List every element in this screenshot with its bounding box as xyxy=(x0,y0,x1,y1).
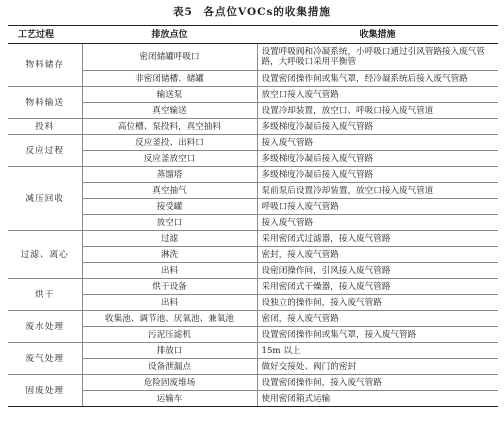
table-row xyxy=(8,183,498,199)
collection-measure-cell: 放空口接入废气管路 xyxy=(257,87,498,103)
table-header xyxy=(8,26,498,44)
table-row xyxy=(8,343,498,359)
process-cell: 物料输送 xyxy=(8,87,82,119)
table-row xyxy=(8,44,498,71)
emission-point-cell: 输送泵 xyxy=(82,87,257,103)
table-row xyxy=(8,263,498,279)
emission-point-cell: 淋洗 xyxy=(82,247,257,263)
table-row xyxy=(8,119,498,135)
process-cell: 烘干 xyxy=(8,279,82,311)
collection-measure-cell: 使用密闭箱式运输 xyxy=(257,391,498,407)
process-cell: 反应过程 xyxy=(8,135,82,167)
table-row xyxy=(8,311,498,327)
table-caption xyxy=(0,4,504,19)
emission-point-cell: 反应釜放空口 xyxy=(82,151,257,167)
table-row xyxy=(8,279,498,295)
emission-point-cell: 排放口 xyxy=(82,343,257,359)
table-title: 各点位VOCs的收集措施 xyxy=(203,6,331,18)
header-collection-measure: 收集措施 xyxy=(257,26,498,44)
collection-measure-cell: 设置冷却装置，放空口、呼吸口接入废气管道 xyxy=(257,103,498,119)
table-row xyxy=(8,103,498,119)
collection-measure-cell: 设置呼吸阀和冷凝系统，小呼吸口通过引风管路接入废气管路，大呼吸口采用平衡管 xyxy=(257,44,498,71)
table-row xyxy=(8,151,498,167)
table-row xyxy=(8,327,498,343)
emission-point-cell: 设备泄漏点 xyxy=(82,359,257,375)
collection-measure-cell: 呼吸口接入废气管路 xyxy=(257,199,498,215)
table-row xyxy=(8,199,498,215)
emission-point-cell: 过滤 xyxy=(82,231,257,247)
header-emission-point: 排放点位 xyxy=(82,26,257,44)
process-cell: 废气处理 xyxy=(8,343,82,375)
collection-measure-cell: 采用密闭式过滤器，接入废气管路 xyxy=(257,231,498,247)
table-row xyxy=(8,71,498,87)
collection-measure-cell: 采用密闭式干燥器，接入废气管路 xyxy=(257,279,498,295)
collection-measure-cell: 设置密闭操作间或集气罩，经冷凝系统后接入废气管路 xyxy=(257,71,498,87)
process-cell: 固废处理 xyxy=(8,375,82,407)
process-cell: 减压回收 xyxy=(8,167,82,231)
collection-measure-cell: 泵前泵后设置冷却装置，放空口接入废气管道 xyxy=(257,183,498,199)
table-row xyxy=(8,231,498,247)
emission-point-cell: 烘干设备 xyxy=(82,279,257,295)
emission-point-cell: 运输车 xyxy=(82,391,257,407)
collection-measure-cell: 接入废气管路 xyxy=(257,215,498,231)
table-row xyxy=(8,215,498,231)
collection-measure-cell: 多级梯度冷凝后接入废气管路 xyxy=(257,119,498,135)
table-row xyxy=(8,167,498,183)
collection-measure-cell: 设置密闭操作间，接入废气管路 xyxy=(257,375,498,391)
process-cell: 废水处理 xyxy=(8,311,82,343)
emission-point-cell: 放空口 xyxy=(82,215,257,231)
table-row xyxy=(8,391,498,407)
vocs-collection-table xyxy=(8,25,498,407)
process-cell: 投料 xyxy=(8,119,82,135)
collection-measure-cell: 设密闭操作间，引风接入废气管路 xyxy=(257,263,498,279)
emission-point-cell: 真空输送 xyxy=(82,103,257,119)
table-body xyxy=(8,44,498,407)
emission-point-cell: 污泥压滤机 xyxy=(82,327,257,343)
table-row xyxy=(8,359,498,375)
table-row xyxy=(8,247,498,263)
collection-measure-cell: 接入废气管路 xyxy=(257,135,498,151)
table-row xyxy=(8,295,498,311)
emission-point-cell: 真空抽气 xyxy=(82,183,257,199)
emission-point-cell: 出料 xyxy=(82,295,257,311)
emission-point-cell: 危险固废堆场 xyxy=(82,375,257,391)
collection-measure-cell: 做好交接处、阀门的密封 xyxy=(257,359,498,375)
emission-point-cell: 接受罐 xyxy=(82,199,257,215)
collection-measure-cell: 密闭，接入废气管路 xyxy=(257,311,498,327)
emission-point-cell: 反应釜投、出料口 xyxy=(82,135,257,151)
emission-point-cell: 出料 xyxy=(82,263,257,279)
collection-measure-cell: 密封，接入废气管路 xyxy=(257,247,498,263)
process-cell: 物料储存 xyxy=(8,44,82,87)
header-process: 工艺过程 xyxy=(8,26,82,44)
emission-point-cell: 收集池、调节池、厌氧池、兼氧池 xyxy=(82,311,257,327)
emission-point-cell: 非密闭储槽、储罐 xyxy=(82,71,257,87)
emission-point-cell: 高位槽、泵投料，真空抽料 xyxy=(82,119,257,135)
collection-measure-cell: 多级梯度冷凝后接入废气管路 xyxy=(257,167,498,183)
table-row xyxy=(8,375,498,391)
emission-point-cell: 密闭储罐呼吸口 xyxy=(82,44,257,71)
table-row xyxy=(8,87,498,103)
collection-measure-cell: 设置密闭操作间或集气罩，接入废气管路 xyxy=(257,327,498,343)
collection-measure-cell: 15m 以上 xyxy=(257,343,498,359)
collection-measure-cell: 设独立的操作间，接入废气管路 xyxy=(257,295,498,311)
collection-measure-cell: 多级梯度冷凝后接入废气管路 xyxy=(257,151,498,167)
process-cell: 过滤、离心 xyxy=(8,231,82,279)
table-number: 表5 xyxy=(173,6,193,18)
table-row xyxy=(8,135,498,151)
emission-point-cell: 蒸馏塔 xyxy=(82,167,257,183)
